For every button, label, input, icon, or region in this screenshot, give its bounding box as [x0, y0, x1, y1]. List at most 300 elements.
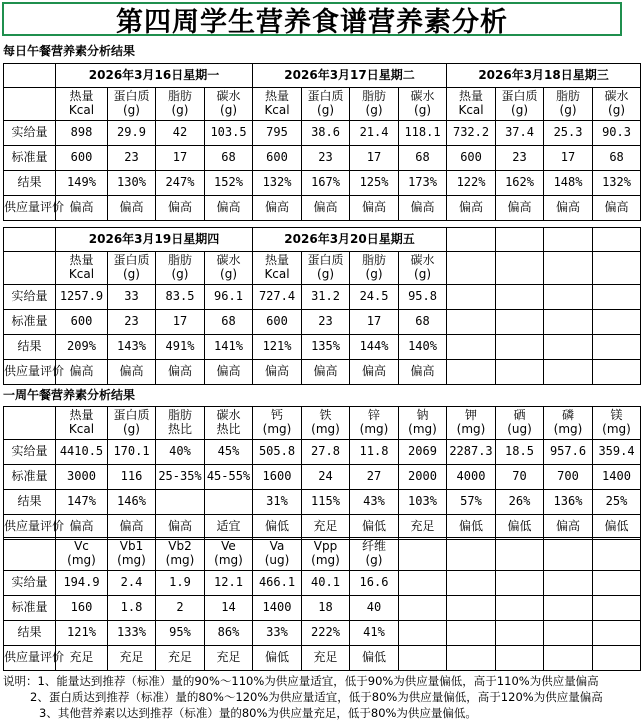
empty-cell[interactable]: [496, 252, 544, 285]
value-cell[interactable]: 162%: [496, 171, 544, 196]
value-cell[interactable]: 40: [350, 596, 399, 621]
nutrient-header[interactable]: [544, 88, 593, 121]
empty-cell[interactable]: [447, 621, 496, 646]
value-cell[interactable]: 95.8: [399, 285, 447, 310]
empty-cell[interactable]: [496, 310, 544, 335]
value-cell[interactable]: 167%: [302, 171, 350, 196]
value-cell[interactable]: 116: [108, 465, 156, 490]
nutrient-header[interactable]: [593, 88, 641, 121]
date-row: [4, 64, 641, 88]
nutrient-header[interactable]: [108, 538, 156, 571]
nutrient-header[interactable]: [253, 538, 302, 571]
value-cell[interactable]: 偏高: [205, 196, 253, 221]
row-label[interactable]: 实给量: [4, 440, 56, 465]
value-cell[interactable]: 偏高: [496, 196, 544, 221]
value-cell[interactable]: 偏高: [253, 196, 302, 221]
value-cell[interactable]: 1.8: [108, 596, 156, 621]
empty-cell[interactable]: [593, 538, 641, 571]
nutrient-header[interactable]: [447, 407, 496, 440]
corner-cell[interactable]: [4, 64, 56, 88]
value-cell[interactable]: 68: [593, 146, 641, 171]
value-cell[interactable]: 18.5: [496, 440, 544, 465]
nutrient-header[interactable]: [56, 252, 108, 285]
value-cell[interactable]: 偏高: [56, 515, 108, 540]
value-cell[interactable]: 898: [56, 121, 108, 146]
nutrient-header[interactable]: [205, 407, 253, 440]
empty-cell[interactable]: [496, 571, 544, 596]
value-cell[interactable]: 充足: [205, 646, 253, 671]
empty-cell[interactable]: [544, 646, 593, 671]
empty-cell[interactable]: [593, 571, 641, 596]
nutrient-header[interactable]: [253, 407, 302, 440]
header-line-1: 热量: [69, 253, 94, 268]
row-label[interactable]: 供应量评价: [4, 360, 56, 385]
value-cell[interactable]: 充足: [302, 515, 350, 540]
row-label[interactable]: 供应量评价: [4, 646, 56, 671]
value-cell[interactable]: 173%: [399, 171, 447, 196]
value-cell[interactable]: 125%: [350, 171, 399, 196]
nutrient-header[interactable]: [253, 252, 302, 285]
header-line-2: (mg): [359, 422, 389, 436]
value-cell[interactable]: 700: [544, 465, 593, 490]
header-line-1: 脂肪: [167, 253, 192, 268]
value-cell[interactable]: 95%: [156, 621, 205, 646]
value-cell[interactable]: 132%: [253, 171, 302, 196]
value-cell[interactable]: 27: [350, 465, 399, 490]
value-cell[interactable]: 充足: [108, 646, 156, 671]
empty-cell[interactable]: [593, 335, 641, 360]
value-cell[interactable]: 600: [253, 310, 302, 335]
value-cell[interactable]: 偏高: [156, 196, 205, 221]
nutrient-header[interactable]: [108, 407, 156, 440]
value-cell[interactable]: 795: [253, 121, 302, 146]
nutrient-header[interactable]: [399, 407, 447, 440]
empty-cell[interactable]: [399, 538, 447, 571]
value-cell[interactable]: 40%: [156, 440, 205, 465]
empty-cell[interactable]: [447, 310, 496, 335]
value-cell[interactable]: 170.1: [108, 440, 156, 465]
empty-cell[interactable]: [544, 252, 593, 285]
value-cell[interactable]: 68: [205, 146, 253, 171]
value-cell[interactable]: 68: [399, 146, 447, 171]
value-cell[interactable]: 1600: [253, 465, 302, 490]
value-cell[interactable]: 18: [302, 596, 350, 621]
row-label[interactable]: 结果: [4, 171, 56, 196]
nutrient-header[interactable]: [156, 88, 205, 121]
value-cell[interactable]: 2069: [399, 440, 447, 465]
value-cell[interactable]: 466.1: [253, 571, 302, 596]
value-cell[interactable]: 133%: [108, 621, 156, 646]
empty-cell[interactable]: [593, 228, 641, 252]
nutrient-header[interactable]: [56, 88, 108, 121]
value-cell[interactable]: 121%: [253, 335, 302, 360]
value-cell[interactable]: 23: [108, 146, 156, 171]
value-cell[interactable]: 偏高: [399, 360, 447, 385]
note-1: 说明：1、能量达到推荐（标准）量的90%～110%为供应量适宜，低于90%为供应量偏低，高于110%为供应量偏高: [3, 674, 599, 688]
value-cell[interactable]: 147%: [56, 490, 108, 515]
value-cell[interactable]: 14: [205, 596, 253, 621]
value-cell[interactable]: 偏高: [253, 360, 302, 385]
value-cell[interactable]: 132%: [593, 171, 641, 196]
value-cell[interactable]: 偏高: [205, 360, 253, 385]
value-cell[interactable]: 732.2: [447, 121, 496, 146]
value-cell[interactable]: 25.3: [544, 121, 593, 146]
value-cell[interactable]: 17: [156, 146, 205, 171]
value-cell[interactable]: 24: [302, 465, 350, 490]
value-cell[interactable]: 86%: [205, 621, 253, 646]
value-cell[interactable]: 适宜: [205, 515, 253, 540]
value-cell[interactable]: 17: [350, 310, 399, 335]
row-label[interactable]: 标准量: [4, 465, 56, 490]
value-cell[interactable]: 146%: [108, 490, 156, 515]
value-cell[interactable]: 118.1: [399, 121, 447, 146]
value-cell[interactable]: 偏低: [350, 646, 399, 671]
empty-cell[interactable]: [447, 228, 496, 252]
value-cell[interactable]: 偏高: [108, 196, 156, 221]
value-cell[interactable]: 4410.5: [56, 440, 108, 465]
nutrient-header[interactable]: [302, 252, 350, 285]
empty-cell[interactable]: [496, 285, 544, 310]
value-cell[interactable]: 偏低: [447, 515, 496, 540]
value-cell[interactable]: 17: [156, 310, 205, 335]
empty-cell[interactable]: [496, 538, 544, 571]
date-cell[interactable]: 2026年3月16日星期一: [56, 64, 253, 88]
value-cell[interactable]: 42: [156, 121, 205, 146]
value-cell[interactable]: 600: [56, 146, 108, 171]
corner-cell[interactable]: [4, 228, 56, 252]
header-line-1: 磷: [561, 408, 574, 423]
data-row-eval: [4, 196, 641, 221]
empty-cell[interactable]: [399, 646, 447, 671]
header-line-1: 脂肪: [362, 89, 387, 104]
value-cell[interactable]: 12.1: [205, 571, 253, 596]
empty-cell[interactable]: [496, 646, 544, 671]
value-cell[interactable]: 23: [302, 146, 350, 171]
nutrient-header[interactable]: [544, 407, 593, 440]
value-cell[interactable]: 23: [496, 146, 544, 171]
weekly-table-2: [3, 537, 641, 671]
empty-cell[interactable]: [447, 646, 496, 671]
empty-cell[interactable]: [447, 285, 496, 310]
value-cell[interactable]: 600: [56, 310, 108, 335]
nutrient-header[interactable]: [205, 252, 253, 285]
value-cell[interactable]: 247%: [156, 171, 205, 196]
value-cell[interactable]: 2287.3: [447, 440, 496, 465]
value-cell[interactable]: 偏高: [544, 196, 593, 221]
value-cell[interactable]: 68: [399, 310, 447, 335]
nutrient-header[interactable]: [156, 252, 205, 285]
value-cell[interactable]: 23: [302, 310, 350, 335]
value-cell[interactable]: 31%: [253, 490, 302, 515]
empty-cell[interactable]: [496, 228, 544, 252]
value-cell[interactable]: 40.1: [302, 571, 350, 596]
empty-cell[interactable]: [593, 310, 641, 335]
row-label[interactable]: 标准量: [4, 146, 56, 171]
value-cell[interactable]: 33: [108, 285, 156, 310]
header-line-1: 碳水: [410, 89, 435, 104]
empty-cell[interactable]: [544, 538, 593, 571]
nutrient-header[interactable]: [593, 407, 641, 440]
value-cell[interactable]: 偏高: [56, 196, 108, 221]
header-line-2: (ug): [507, 422, 532, 436]
value-cell[interactable]: 偏高: [302, 360, 350, 385]
value-cell[interactable]: 83.5: [156, 285, 205, 310]
value-cell[interactable]: 141%: [205, 335, 253, 360]
empty-cell[interactable]: [544, 571, 593, 596]
header-line-2: (g): [365, 267, 383, 281]
nutrient-header[interactable]: [399, 252, 447, 285]
header-line-1: 镁: [610, 408, 623, 423]
value-cell[interactable]: 偏高: [108, 360, 156, 385]
empty-cell[interactable]: [544, 335, 593, 360]
corner-cell[interactable]: [4, 252, 56, 285]
value-cell[interactable]: 727.4: [253, 285, 302, 310]
header-line-2: (mg): [408, 422, 437, 436]
value-cell[interactable]: 160: [56, 596, 108, 621]
value-cell[interactable]: 121%: [56, 621, 108, 646]
value-cell[interactable]: 29.9: [108, 121, 156, 146]
header-line-2: (mg): [456, 422, 486, 436]
data-row-actual: [4, 571, 641, 596]
value-cell[interactable]: 505.8: [253, 440, 302, 465]
value-cell[interactable]: 600: [253, 146, 302, 171]
value-cell[interactable]: 17: [350, 146, 399, 171]
value-cell[interactable]: 11.8: [350, 440, 399, 465]
value-cell[interactable]: 2000: [399, 465, 447, 490]
value-cell[interactable]: 70: [496, 465, 544, 490]
value-cell[interactable]: 135%: [302, 335, 350, 360]
empty-cell[interactable]: [593, 252, 641, 285]
empty-cell[interactable]: [399, 596, 447, 621]
value-cell[interactable]: 偏高: [593, 196, 641, 221]
value-cell[interactable]: 152%: [205, 171, 253, 196]
empty-cell[interactable]: [447, 252, 496, 285]
empty-cell[interactable]: [447, 360, 496, 385]
value-cell[interactable]: 600: [447, 146, 496, 171]
nutrient-header[interactable]: [108, 88, 156, 121]
value-cell[interactable]: 1257.9: [56, 285, 108, 310]
row-label[interactable]: 结果: [4, 490, 56, 515]
row-label[interactable]: 实给量: [4, 571, 56, 596]
nutrient-header[interactable]: [108, 252, 156, 285]
value-cell[interactable]: 4000: [447, 465, 496, 490]
value-cell[interactable]: 24.5: [350, 285, 399, 310]
empty-cell[interactable]: [593, 285, 641, 310]
value-cell[interactable]: 90.3: [593, 121, 641, 146]
value-cell[interactable]: 136%: [544, 490, 593, 515]
empty-cell[interactable]: [496, 621, 544, 646]
nutrient-header[interactable]: [447, 88, 496, 121]
value-cell[interactable]: 96.1: [205, 285, 253, 310]
empty-cell[interactable]: [447, 571, 496, 596]
header-line-1: Vc: [74, 539, 89, 554]
value-cell[interactable]: 25%: [593, 490, 641, 515]
nutrient-header[interactable]: [302, 407, 350, 440]
value-cell[interactable]: 140%: [399, 335, 447, 360]
corner-cell[interactable]: [4, 538, 56, 571]
value-cell[interactable]: 144%: [350, 335, 399, 360]
empty-cell[interactable]: [544, 310, 593, 335]
row-label[interactable]: 实给量: [4, 121, 56, 146]
header-line-1: 热量: [69, 408, 94, 423]
empty-cell[interactable]: [496, 596, 544, 621]
value-cell[interactable]: 偏高: [350, 196, 399, 221]
empty-cell[interactable]: [447, 596, 496, 621]
header-line-1: 碳水: [410, 253, 435, 268]
value-cell[interactable]: 充足: [399, 515, 447, 540]
value-cell[interactable]: 122%: [447, 171, 496, 196]
nutrient-header[interactable]: [253, 88, 302, 121]
value-cell[interactable]: 偏高: [447, 196, 496, 221]
row-label[interactable]: 结果: [4, 621, 56, 646]
value-cell[interactable]: 103.5: [205, 121, 253, 146]
value-cell[interactable]: 23: [108, 310, 156, 335]
value-cell[interactable]: 359.4: [593, 440, 641, 465]
value-cell[interactable]: 偏高: [56, 360, 108, 385]
value-cell[interactable]: 充足: [302, 646, 350, 671]
value-cell[interactable]: 21.4: [350, 121, 399, 146]
nutrient-header[interactable]: [205, 538, 253, 571]
corner-cell[interactable]: [4, 88, 56, 121]
value-cell[interactable]: 偏高: [350, 360, 399, 385]
data-row-result: [4, 490, 641, 515]
value-cell[interactable]: 45-55%: [205, 465, 253, 490]
value-cell[interactable]: 143%: [108, 335, 156, 360]
value-cell[interactable]: 194.9: [56, 571, 108, 596]
empty-cell[interactable]: [496, 360, 544, 385]
value-cell[interactable]: 41%: [350, 621, 399, 646]
nutrient-header[interactable]: [350, 538, 399, 571]
value-cell[interactable]: 209%: [56, 335, 108, 360]
row-label[interactable]: 供应量评价: [4, 196, 56, 221]
value-cell[interactable]: 149%: [56, 171, 108, 196]
value-cell[interactable]: 偏低: [496, 515, 544, 540]
value-cell[interactable]: 16.6: [350, 571, 399, 596]
value-cell[interactable]: 偏低: [253, 646, 302, 671]
value-cell[interactable]: [205, 490, 253, 515]
value-cell[interactable]: 31.2: [302, 285, 350, 310]
nutrient-header[interactable]: [56, 538, 108, 571]
header-line-2: (g): [414, 103, 432, 117]
header-line-1: 热量: [265, 253, 290, 268]
value-cell[interactable]: 17: [544, 146, 593, 171]
row-label[interactable]: 标准量: [4, 596, 56, 621]
value-cell[interactable]: 偏高: [399, 196, 447, 221]
nutrient-header[interactable]: [350, 407, 399, 440]
nutrient-header[interactable]: [302, 538, 350, 571]
nutrient-header[interactable]: [350, 88, 399, 121]
header-line-2: (g): [123, 422, 140, 436]
nutrient-header[interactable]: [205, 88, 253, 121]
empty-cell[interactable]: [544, 621, 593, 646]
empty-cell[interactable]: [544, 285, 593, 310]
value-cell[interactable]: 68: [205, 310, 253, 335]
value-cell[interactable]: 491%: [156, 335, 205, 360]
value-cell[interactable]: 45%: [205, 440, 253, 465]
value-cell[interactable]: 偏高: [544, 515, 593, 540]
empty-cell[interactable]: [399, 621, 447, 646]
value-cell[interactable]: [156, 490, 205, 515]
nutrient-header[interactable]: [156, 407, 205, 440]
value-cell[interactable]: 2.4: [108, 571, 156, 596]
value-cell[interactable]: 充足: [56, 646, 108, 671]
empty-cell[interactable]: [447, 538, 496, 571]
nutrient-header[interactable]: [399, 88, 447, 121]
value-cell[interactable]: 222%: [302, 621, 350, 646]
value-cell[interactable]: 1400: [593, 465, 641, 490]
date-cell[interactable]: 2026年3月19日星期四: [56, 228, 253, 252]
header-line-2: (g): [317, 267, 334, 281]
empty-cell[interactable]: [544, 228, 593, 252]
value-cell[interactable]: 偏高: [156, 360, 205, 385]
value-cell[interactable]: 57%: [447, 490, 496, 515]
header-line-1: 钙: [270, 408, 283, 423]
date-cell[interactable]: 2026年3月20日星期五: [253, 228, 447, 252]
value-cell[interactable]: 1400: [253, 596, 302, 621]
empty-cell[interactable]: [544, 596, 593, 621]
value-cell[interactable]: 偏高: [156, 515, 205, 540]
value-cell[interactable]: 偏高: [302, 196, 350, 221]
row-label[interactable]: 供应量评价: [4, 515, 56, 540]
value-cell[interactable]: 37.4: [496, 121, 544, 146]
value-cell[interactable]: 148%: [544, 171, 593, 196]
empty-cell[interactable]: [593, 646, 641, 671]
value-cell[interactable]: 38.6: [302, 121, 350, 146]
value-cell[interactable]: 27.8: [302, 440, 350, 465]
value-cell[interactable]: 偏高: [108, 515, 156, 540]
empty-cell[interactable]: [593, 360, 641, 385]
value-cell[interactable]: 偏低: [593, 515, 641, 540]
header-line-1: 钠: [416, 408, 429, 423]
value-cell[interactable]: 偏低: [253, 515, 302, 540]
nutrient-header[interactable]: [302, 88, 350, 121]
date-cell[interactable]: 2026年3月18日星期三: [447, 64, 641, 88]
nutrient-header[interactable]: [496, 407, 544, 440]
empty-cell[interactable]: [496, 335, 544, 360]
value-cell[interactable]: 26%: [496, 490, 544, 515]
row-label[interactable]: 标准量: [4, 310, 56, 335]
date-cell[interactable]: 2026年3月17日星期二: [253, 64, 447, 88]
value-cell[interactable]: 115%: [302, 490, 350, 515]
nutrient-header[interactable]: [496, 88, 544, 121]
nutrient-header[interactable]: [56, 407, 108, 440]
value-cell[interactable]: 25-35%: [156, 465, 205, 490]
nutrient-header[interactable]: [350, 252, 399, 285]
value-cell[interactable]: 1.9: [156, 571, 205, 596]
header-line-2: (mg): [311, 422, 340, 436]
row-label[interactable]: 结果: [4, 335, 56, 360]
value-cell[interactable]: 33%: [253, 621, 302, 646]
empty-cell[interactable]: [399, 571, 447, 596]
value-cell[interactable]: 2: [156, 596, 205, 621]
empty-cell[interactable]: [447, 335, 496, 360]
header-line-1: Vpp: [313, 539, 338, 554]
value-cell[interactable]: 103%: [399, 490, 447, 515]
row-label[interactable]: 实给量: [4, 285, 56, 310]
value-cell[interactable]: 偏低: [350, 515, 399, 540]
value-cell[interactable]: 3000: [56, 465, 108, 490]
value-cell[interactable]: 957.6: [544, 440, 593, 465]
empty-cell[interactable]: [544, 360, 593, 385]
value-cell[interactable]: 充足: [156, 646, 205, 671]
empty-cell[interactable]: [593, 596, 641, 621]
value-cell[interactable]: 43%: [350, 490, 399, 515]
nutrient-header[interactable]: [156, 538, 205, 571]
corner-cell[interactable]: [4, 407, 56, 440]
data-row-actual: [4, 121, 641, 146]
empty-cell[interactable]: [593, 621, 641, 646]
value-cell[interactable]: 130%: [108, 171, 156, 196]
